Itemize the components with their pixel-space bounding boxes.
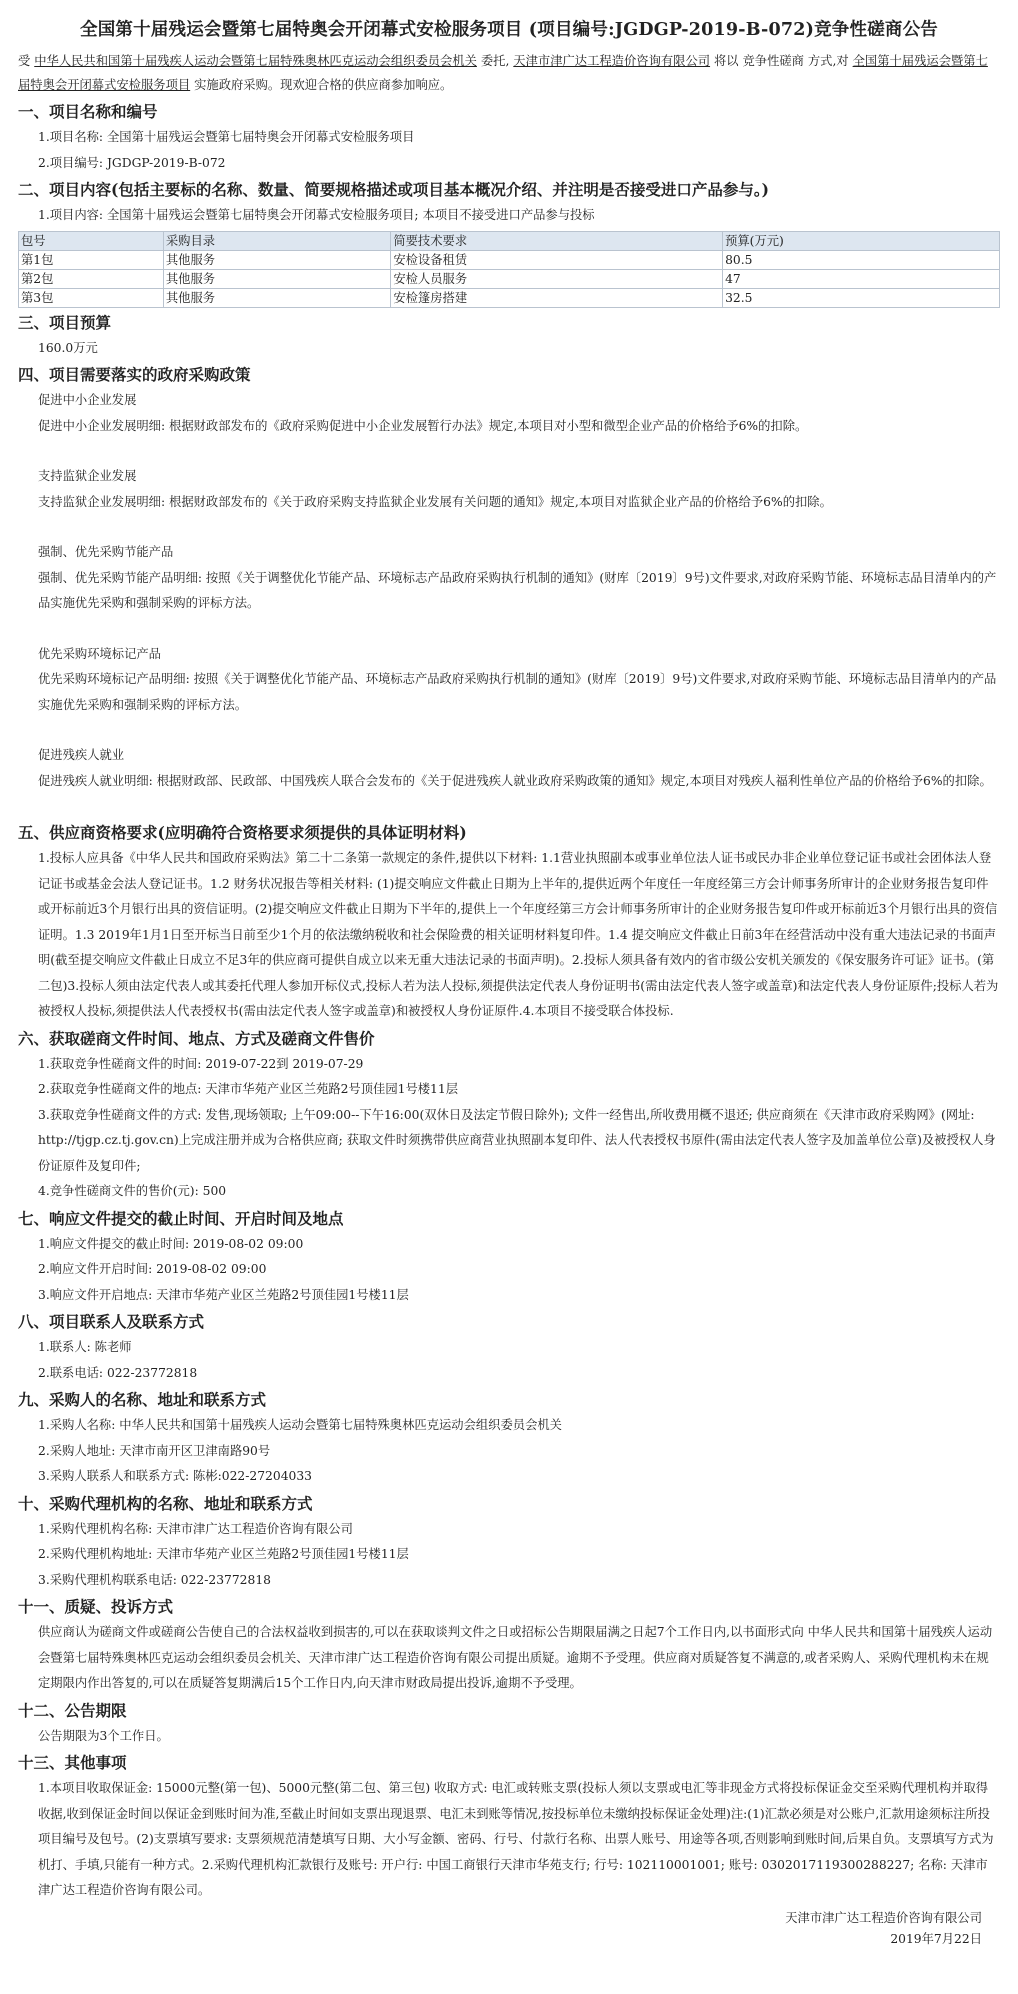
policy-1-text: 促进中小企业发展明细: 根据财政部发布的《政府采购促进中小企业发展暂行办法》规定,本项目对小型和微型企业产品的价格给予6%的扣除。 (38, 418, 808, 433)
section-4-heading: 四、项目需要落实的政府采购政策 (18, 365, 251, 384)
policy-5-title: 促进残疾人就业 (38, 748, 125, 762)
page-title: 全国第十届残运会暨第七届特奥会开闭幕式安检服务项目 (项目编号:JGDGP-2019-B-072)竞争性磋商公告 (80, 20, 938, 40)
table-cell: 其他服务 (163, 250, 390, 269)
table-header-cell: 预算(万元) (723, 231, 1000, 250)
policy-2-title: 支持监狱企业发展 (38, 469, 137, 483)
intro-text-3: 将以 竞争性磋商 方式,对 (713, 54, 849, 68)
section-6-heading: 六、获取磋商文件时间、地点、方式及磋商文件售价 (18, 1028, 375, 1048)
table-cell: 第1包 (19, 250, 164, 269)
section-6-line-3: 3.获取竞争性磋商文件的方式: 发售,现场领取; 上午09:00--下午16:00(双休日及法定节假日除外); 文件一经售出,所收费用概不退还; 供应商须在《天津市政府采购网》(网址: http://tjgp.cz.tj.gov.cn)上完成注册并成为合格供应商; 获取文件时须携带供应商营业执照副本复印件、法人代表授权书原件(需由法定代表人签字及加盖单位公章)及被授权人身份证原件及复印件; (38, 1107, 996, 1173)
section-7-line-1: 1.响应文件提交的截止时间: 2019-08-02 09:00 (38, 1236, 304, 1251)
table-row (19, 250, 1000, 269)
section-9-heading: 九、采购人的名称、地址和联系方式 (18, 1390, 267, 1409)
section-10-heading: 十、采购代理机构的名称、地址和联系方式 (18, 1493, 313, 1513)
policy-5-text: 促进残疾人就业明细: 根据财政部、民政部、中国残疾人联合会发布的《关于促进残疾人就业政府采购政策的通知》规定,本项目对残疾人福利性单位产品的价格给予6%的扣除。 (38, 773, 992, 788)
intro-text-4: 实施政府采购。现欢迎合格的供应商参加响应。 (194, 78, 453, 92)
policy-1-title: 促进中小企业发展 (38, 393, 137, 407)
intro-agency: 天津市津广达工程造价咨询有限公司 (513, 54, 711, 68)
section-1-line-1: 1.项目名称: 全国第十届残运会暨第七届特奥会开闭幕式安检服务项目 (38, 130, 415, 144)
section-1-line-2: 2.项目编号: JGDGP-2019-B-072 (38, 155, 226, 170)
section-6-line-1: 1.获取竞争性磋商文件的时间: 2019-07-22到 2019-07-29 (38, 1056, 364, 1071)
table-cell: 32.5 (723, 288, 1000, 307)
table-cell: 其他服务 (163, 288, 390, 307)
table-row (19, 269, 1000, 288)
section-7-heading: 七、响应文件提交的截止时间、开启时间及地点 (18, 1208, 344, 1228)
signature-org: 天津市津广达工程造价咨询有限公司 (785, 1910, 982, 1925)
section-12-heading: 十二、公告期限 (18, 1700, 127, 1720)
policy-2-text: 支持监狱企业发展明细: 根据财政部发布的《关于政府采购支持监狱企业发展有关问题的通知》规定,本项目对监狱企业产品的价格给予6%的扣除。 (38, 494, 832, 509)
policy-4-text: 优先采购环境标记产品明细: 按照《关于调整优化节能产品、环境标志产品政府采购执行机制的通知》(财库〔2019〕9号)文件要求,对政府采购节能、环境标志品目清单内的产品实施优先采购和强制采购的评标方法。 (38, 672, 997, 712)
section-10-line-2: 2.采购代理机构地址: 天津市华苑产业区兰苑路2号顶佳园1号楼11层 (38, 1547, 409, 1561)
table-header-cell: 包号 (19, 231, 164, 250)
section-7-line-3: 3.响应文件开启地点: 天津市华苑产业区兰苑路2号顶佳园1号楼11层 (38, 1287, 409, 1302)
section-11-heading: 十一、质疑、投诉方式 (18, 1597, 174, 1616)
table-cell: 其他服务 (163, 269, 390, 288)
table-cell: 安检人员服务 (391, 269, 723, 288)
table-header-row (19, 231, 1000, 250)
section-9-line-3: 3.采购人联系人和联系方式: 陈彬:022-27204033 (38, 1469, 313, 1483)
table-header-cell: 简要技术要求 (391, 231, 723, 250)
section-9-line-1: 1.采购人名称: 中华人民共和国第十届残疾人运动会暨第七届特殊奥林匹克运动会组织委员会机关 (38, 1418, 562, 1432)
other-matters-text: 1.本项目收取保证金: 15000元整(第一包)、5000元整(第二包、第三包) 收取方式: 电汇或转账支票(投标人须以支票或电汇等非现金方式将投标保证金交至采购代理机构并取得收据,收到保证金时间以保证金到账时间为准,至截止时间如支票出现退票、电汇未到账等情况,按投标单位未缴纳投标保证金处理)注:(1)汇款必须是对公账户,汇款用途须标注所投项目编号及包号。(2)支票填写要求: 支票须规范清楚填写日期、大小写金额、密码、行号、付款行名称、出票人账号、用途等各项,否则影响到账时间,后果自负。支票填写方式为机打、手填,只能有一种方式。2.采购代理机构汇款银行及账号: 开户行: 中国工商银行天津市华苑支行; 行号: 102110001001; 账号: 0302017119300288227; 名称: 天津市津广达工程造价咨询有限公司。 (38, 1781, 994, 1897)
signature-date: 2019年7月22日 (890, 1931, 982, 1946)
section-9-line-2: 2.采购人地址: 天津市南开区卫津南路90号 (38, 1443, 271, 1458)
intro-project: 全国第十届残运会暨第七届特奥会开闭幕式安检服务项目 (18, 54, 988, 92)
section-5-heading: 五、供应商资格要求(应明确符合资格要求须提供的具体证明材料) (18, 823, 467, 842)
section-2-line-1: 1.项目内容: 全国第十届残运会暨第七届特奥会开闭幕式安检服务项目; 本项目不接受进口产品参与投标 (38, 208, 595, 222)
section-10-line-1: 1.采购代理机构名称: 天津市津广达工程造价咨询有限公司 (38, 1521, 353, 1536)
table-header-cell: 采购目录 (163, 231, 390, 250)
section-2-heading: 二、项目内容(包括主要标的名称、数量、简要规格描述或项目基本概况介绍、并注明是否接受进口产品参与。) (18, 180, 769, 199)
section-8-line-1: 1.联系人: 陈老师 (38, 1340, 132, 1354)
section-8-heading: 八、项目联系人及联系方式 (18, 1312, 205, 1331)
table-cell: 47 (723, 269, 1000, 288)
table-cell: 第3包 (19, 288, 164, 307)
qualification-text: 1.投标人应具备《中华人民共和国政府采购法》第二十二条第一款规定的条件,提供以下材料: 1.1营业执照副本或事业单位法人证书或民办非企业单位登记证书或社会团体法人登记证书或基金会法人登记证书。1.2 财务状况报告等相关材料: (1)提交响应文件截止日期为上半年的,提供近两个年度任一年度经第三方会计师事务所审计的企业财务报告复印件或开标前近3个月银行出具的资信证明。(2)提交响应文件截止日期为下半年的,提供上一个年度经第三方会计师事务所审计的企业财务报告复印件或开标前近3个月银行出具的资信证明。1.3 2019年1月1日至开标当日前至少1个月的依法缴纳税收和社会保险费的相关证明材料复印件。1.4 提交响应文件截止日前3年在经营活动中没有重大违法记录的书面声明(截至提交响应文件截止日成立不足3年的供应商可提供自成立以来无重大违法记录的书面声明)。2.投标人须具备有效内的省市级公安机关颁发的《保安服务许可证》证书。(第二包)3.投标人须由法定代表人或其委托代理人参加开标仪式,投标人若为法人投标,须提供法定代表人身份证明书(需由法定代表人签字或盖章)和法定代表人身份证原件;投标人若为被授权人投标,须提供法人代表授权书(需由法定代表人签字或盖章)和被授权人身份证原件.4.本项目不接受联合体投标. (38, 851, 999, 1018)
section-8-line-2: 2.联系电话: 022-23772818 (38, 1365, 198, 1380)
intro-text-1: 受 (18, 54, 31, 68)
policy-3-title: 强制、优先采购节能产品 (38, 545, 174, 559)
table-cell: 80.5 (723, 250, 1000, 269)
package-table (18, 231, 1000, 308)
table-row (19, 288, 1000, 307)
table-cell: 安检设备租赁 (391, 250, 723, 269)
section-13-heading: 十三、其他事项 (18, 1753, 127, 1772)
section-7-line-2: 2.响应文件开启时间: 2019-08-02 09:00 (38, 1262, 267, 1276)
policy-3-text: 强制、优先采购节能产品明细: 按照《关于调整优化节能产品、环境标志产品政府采购执行机制的通知》(财库〔2019〕9号)文件要求,对政府采购节能、环境标志品目清单内的产品实施优先采购和强制采购的评标方法。 (38, 570, 997, 610)
complaint-text: 供应商认为磋商文件或磋商公告使自己的合法权益收到损害的,可以在获取谈判文件之日或招标公告期限届满之日起7个工作日内,以书面形式向 中华人民共和国第十届残疾人运动会暨第七届特殊奥林匹克运动会组织委员会机关、天津市津广达工程造价咨询有限公司提出质疑。逾期不予受理。供应商对质疑答复不满意的,或者采购人、采购代理机构未在规定期限内作出答复的,可以在质疑答复期满后15个工作日内,向天津市财政局提出投诉,逾期不予受理。 (38, 1625, 993, 1690)
table-cell: 安检篷房搭建 (391, 288, 723, 307)
intro-text-2: 委托, (480, 54, 510, 68)
section-6-line-2: 2.获取竞争性磋商文件的地点: 天津市华苑产业区兰苑路2号顶佳园1号楼11层 (38, 1082, 458, 1096)
table-cell: 第2包 (19, 269, 164, 288)
section-3-heading: 三、项目预算 (18, 312, 112, 332)
policy-4-title: 优先采购环境标记产品 (38, 646, 161, 661)
intro-paragraph (18, 49, 1000, 97)
budget-value: 160.0万元 (38, 340, 98, 355)
section-1-heading: 一、项目名称和编号 (18, 102, 158, 121)
section-6-line-4: 4.竞争性磋商文件的售价(元): 500 (38, 1184, 227, 1198)
section-10-line-3: 3.采购代理机构联系电话: 022-23772818 (38, 1572, 271, 1587)
intro-purchaser: 中华人民共和国第十届残疾人运动会暨第七届特殊奥林匹克运动会组织委员会机关 (34, 54, 477, 68)
notice-period: 公告期限为3个工作日。 (38, 1728, 169, 1743)
